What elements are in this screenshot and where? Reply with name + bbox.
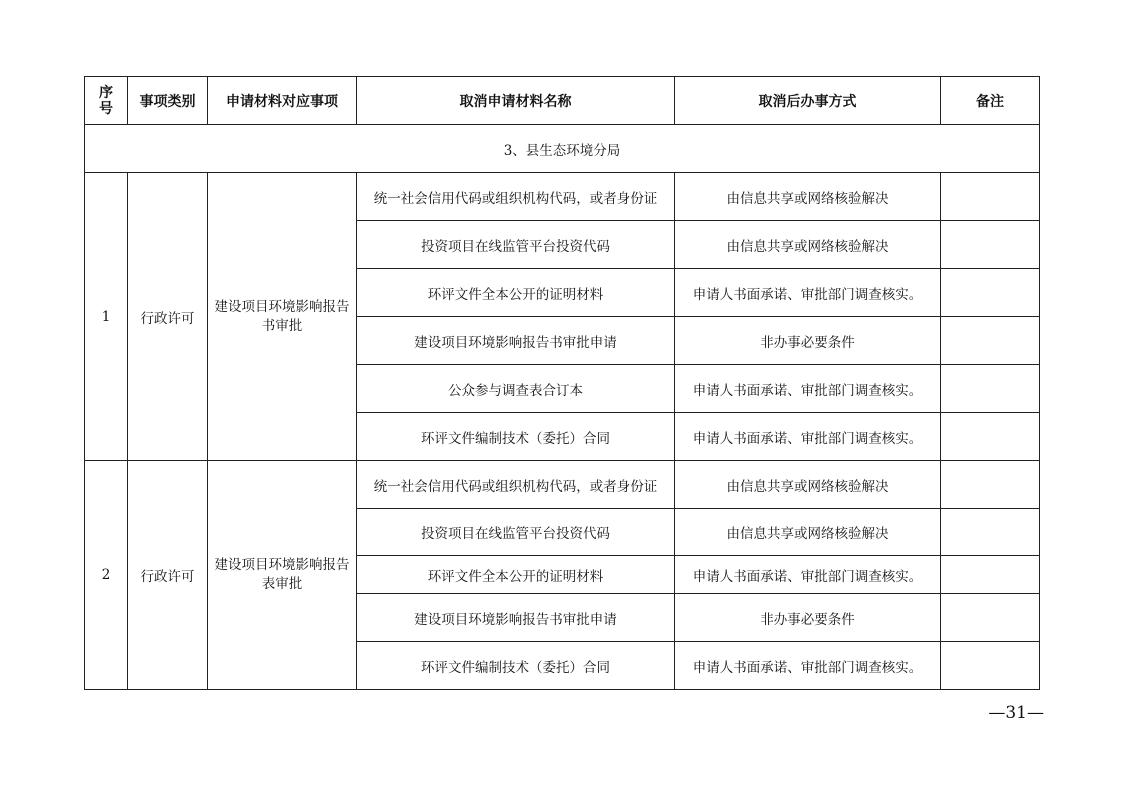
material-cell: 建设项目环境影响报告书审批申请 [357,594,675,642]
group-category: 行政许可 [128,461,208,690]
method-cell: 申请人书面承诺、审批部门调查核实。 [675,269,941,317]
remark-cell [941,461,1040,509]
group-category: 行政许可 [128,173,208,461]
group-seq: 2 [85,461,128,690]
header-material: 取消申请材料名称 [357,77,675,125]
remark-cell [941,317,1040,365]
remark-cell [941,365,1040,413]
header-row [85,77,1040,125]
material-cell: 环评文件全本公开的证明材料 [357,269,675,317]
section-title: 3、县生态环境分局 [85,125,1040,173]
header-seq [85,77,128,125]
remark-cell [941,269,1040,317]
table-row [85,461,1040,509]
material-cell: 统一社会信用代码或组织机构代码，或者身份证 [357,461,675,509]
material-cell: 建设项目环境影响报告书审批申请 [357,317,675,365]
material-cell: 统一社会信用代码或组织机构代码，或者身份证 [357,173,675,221]
table-row [85,173,1040,221]
group-seq: 1 [85,173,128,461]
remark-cell [941,173,1040,221]
header-matter: 申请材料对应事项 [208,77,357,125]
material-cell: 公众参与调查表合订本 [357,365,675,413]
method-cell: 申请人书面承诺、审批部门调查核实。 [675,365,941,413]
remark-cell [941,221,1040,269]
header-category: 事项类别 [128,77,208,125]
remark-cell [941,413,1040,461]
page-number: —31— [988,703,1044,723]
material-cell: 投资项目在线监管平台投资代码 [357,509,675,556]
method-cell: 申请人书面承诺、审批部门调查核实。 [675,413,941,461]
group-matter: 建设项目环境影响报告表审批 [208,461,357,690]
header-seq-line2: 号 [99,100,113,117]
materials-table [84,76,1040,690]
method-cell: 由信息共享或网络核验解决 [675,461,941,509]
section-row [85,125,1040,173]
method-cell: 申请人书面承诺、审批部门调查核实。 [675,556,941,594]
remark-cell [941,556,1040,594]
method-cell: 申请人书面承诺、审批部门调查核实。 [675,642,941,690]
header-seq-line1: 序 [99,84,113,101]
remark-cell [941,642,1040,690]
group-matter: 建设项目环境影响报告书审批 [208,173,357,461]
method-cell: 由信息共享或网络核验解决 [675,173,941,221]
material-cell: 投资项目在线监管平台投资代码 [357,221,675,269]
method-cell: 由信息共享或网络核验解决 [675,509,941,556]
method-cell: 由信息共享或网络核验解决 [675,221,941,269]
material-cell: 环评文件全本公开的证明材料 [357,556,675,594]
method-cell: 非办事必要条件 [675,594,941,642]
material-cell: 环评文件编制技术（委托）合同 [357,642,675,690]
method-cell: 非办事必要条件 [675,317,941,365]
material-cell: 环评文件编制技术（委托）合同 [357,413,675,461]
remark-cell [941,594,1040,642]
header-method: 取消后办事方式 [675,77,941,125]
header-remark: 备注 [941,77,1040,125]
remark-cell [941,509,1040,556]
